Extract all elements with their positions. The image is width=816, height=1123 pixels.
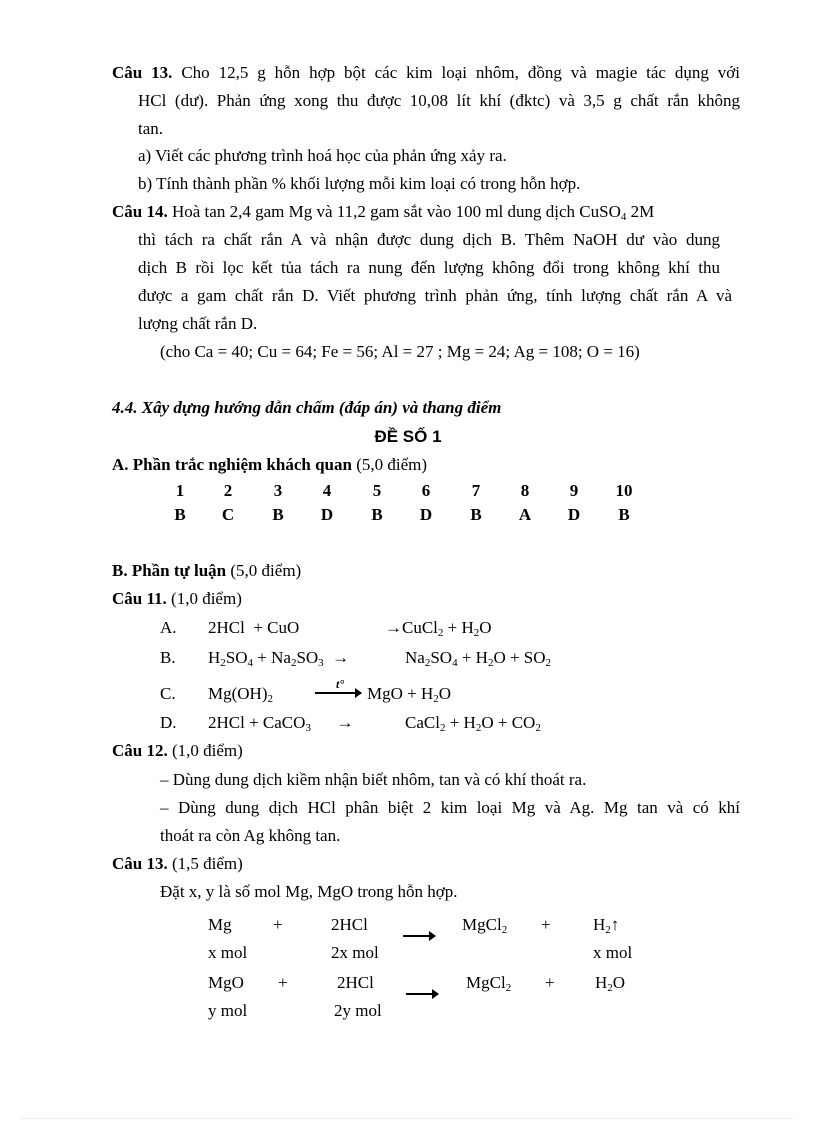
answer-letter: B	[470, 505, 482, 524]
eq1-mol-1: x mol	[208, 943, 248, 962]
section-heading: 4.4. Xây dựng hướng dẫn chấm (đáp án) và thang điểm	[112, 398, 502, 417]
answer-number: 6	[421, 481, 431, 500]
answer-12-line1: – Dùng dung dịch kiềm nhận biết nhôm, tan và có khí thoát ra.	[160, 770, 587, 789]
answer-letter: B	[618, 505, 630, 524]
answer-12-heading: Câu 12. (1,0 điểm)	[112, 741, 243, 760]
part-b-heading: B. Phần tự luận (5,0 điểm)	[112, 561, 302, 580]
question-14-line3: dịch B rồi lọc kết tủa tách ra nung đến lượng không đổi trong không khí thu	[138, 258, 720, 277]
part-a-heading: A. Phần trắc nghiệm khách quan (5,0 điểm)	[112, 455, 428, 474]
heat-symbol-icon: t°	[336, 677, 345, 691]
answer-number: 2	[223, 481, 233, 500]
eq1-mol-2: 2x mol	[331, 943, 379, 962]
eq2-arrow-icon	[406, 983, 438, 1003]
answer-number: 8	[520, 481, 530, 500]
answer-number: 10	[615, 481, 633, 500]
eq1-mol-3: x mol	[593, 943, 633, 962]
eq2-reactant-2: 2HCl	[337, 973, 374, 992]
answer-number: 3	[273, 481, 283, 500]
question-13-part-b: b) Tính thành phần % khối lượng mỗi kim loại có trong hỗn hợp.	[138, 174, 581, 193]
eq1-product-1: MgCl$_2$	[462, 915, 508, 936]
answer-letter: B	[174, 505, 186, 524]
reaction-b: $H_2SO_4 + Na_2SO_3$ →	[208, 648, 350, 669]
eq2-product-1: MgCl$_2$	[466, 973, 512, 994]
eq2-mol-2: 2y mol	[334, 1001, 382, 1020]
answer-letter: B	[371, 505, 383, 524]
eq1-plus-2: +	[541, 915, 551, 934]
reaction-letter: A.	[160, 618, 177, 637]
answer-number: 5	[372, 481, 382, 500]
eq2-product-2: $H_2O$	[595, 973, 626, 994]
question-14-line4: được a gam chất rắn D. Viết phương trình phản ứng, tính lượng chất rắn A và	[138, 286, 732, 305]
answer-13-intro: Đặt x, y là số mol Mg, MgO trong hỗn hợp.	[160, 882, 458, 901]
answer-letter: C	[221, 505, 235, 524]
reaction-c: $Mg(OH)_2$	[208, 684, 273, 705]
eq1-product-2: $H_2↑$	[593, 915, 620, 936]
eq1-plus: +	[273, 915, 283, 934]
answer-number: 4	[322, 481, 332, 500]
eq1-reactant-1: Mg	[208, 915, 232, 934]
eq1-reactant-2: 2HCl	[331, 915, 368, 934]
page-bottom-border	[20, 1118, 796, 1120]
answer-11-heading: Câu 11. (1,0 điểm)	[112, 589, 242, 608]
atomic-masses: (cho Ca = 40; Cu = 64; Fe = 56; Al = 27 ; Mg = 24; Ag = 108; O = 16)	[160, 342, 640, 361]
answer-letter: D	[419, 505, 433, 524]
reaction-letter: C.	[160, 684, 176, 703]
gas-up-arrow-icon: ↑	[610, 915, 620, 934]
answer-letter: D	[320, 505, 334, 524]
answer-13-heading: Câu 13. (1,5 điểm)	[112, 854, 243, 873]
answer-12-line3: thoát ra còn Ag không tan.	[160, 826, 341, 845]
question-14-line1: Câu 14. Hoà tan 2,4 gam Mg và 11,2 gam sắt vào 100 ml dung dịch CuSO$_4$ 2M	[112, 202, 655, 223]
answer-letter: A	[518, 505, 532, 524]
eq2-plus: +	[278, 973, 288, 992]
question-13-label: Câu 13.	[112, 63, 173, 82]
answer-number: 1	[175, 481, 185, 500]
reaction-a-product: →CuCl$_2$ + $H_2O$	[385, 618, 492, 639]
question-13-part-a: a) Viết các phương trình hoá học của phản ứng xảy ra.	[138, 146, 507, 165]
reaction-c-product: MgO + $H_2O$	[367, 684, 452, 705]
question-13-line3: tan.	[138, 119, 164, 138]
question-13-line1: Câu 13. Cho 12,5 g hỗn hợp bột các kim loại nhôm, đồng và magie tác dụng với	[112, 63, 741, 82]
answer-letter: B	[272, 505, 284, 524]
answer-letter: D	[567, 505, 581, 524]
answer-12-line2: – Dùng dung dịch HCl phân biệt 2 kim loại Mg và Ag. Mg tan và có khí	[160, 798, 740, 817]
eq2-mol-1: y mol	[208, 1001, 248, 1020]
question-14-line5: lượng chất rắn D.	[138, 314, 258, 333]
eq2-plus-2: +	[545, 973, 555, 992]
question-14-line2: thì tách ra chất rắn A và nhận được dung dịch B. Thêm NaOH dư vào dung	[138, 230, 720, 249]
eq2-reactant-1: MgO	[208, 973, 244, 992]
answer-number: 7	[471, 481, 481, 500]
answer-number: 9	[569, 481, 579, 500]
reaction-letter: D.	[160, 713, 177, 732]
reaction-b-product: $Na_2SO_4 + H_2O + SO_2$	[405, 648, 552, 669]
reaction-letter: B.	[160, 648, 176, 667]
eq1-arrow-icon	[403, 925, 435, 945]
reaction-d-product: CaCl$_2$ + $H_2O + CO_2$	[405, 713, 541, 734]
question-13-line2: HCl (dư). Phản ứng xong thu được 10,08 lít khí (đktc) và 3,5 g chất rắn không	[138, 91, 740, 110]
reaction-a: 2HCl + CuO	[208, 618, 300, 637]
exam-title: ĐỀ SỐ 1	[374, 427, 442, 446]
reaction-d: 2HCl + CaCO$_3$ →	[208, 713, 354, 734]
